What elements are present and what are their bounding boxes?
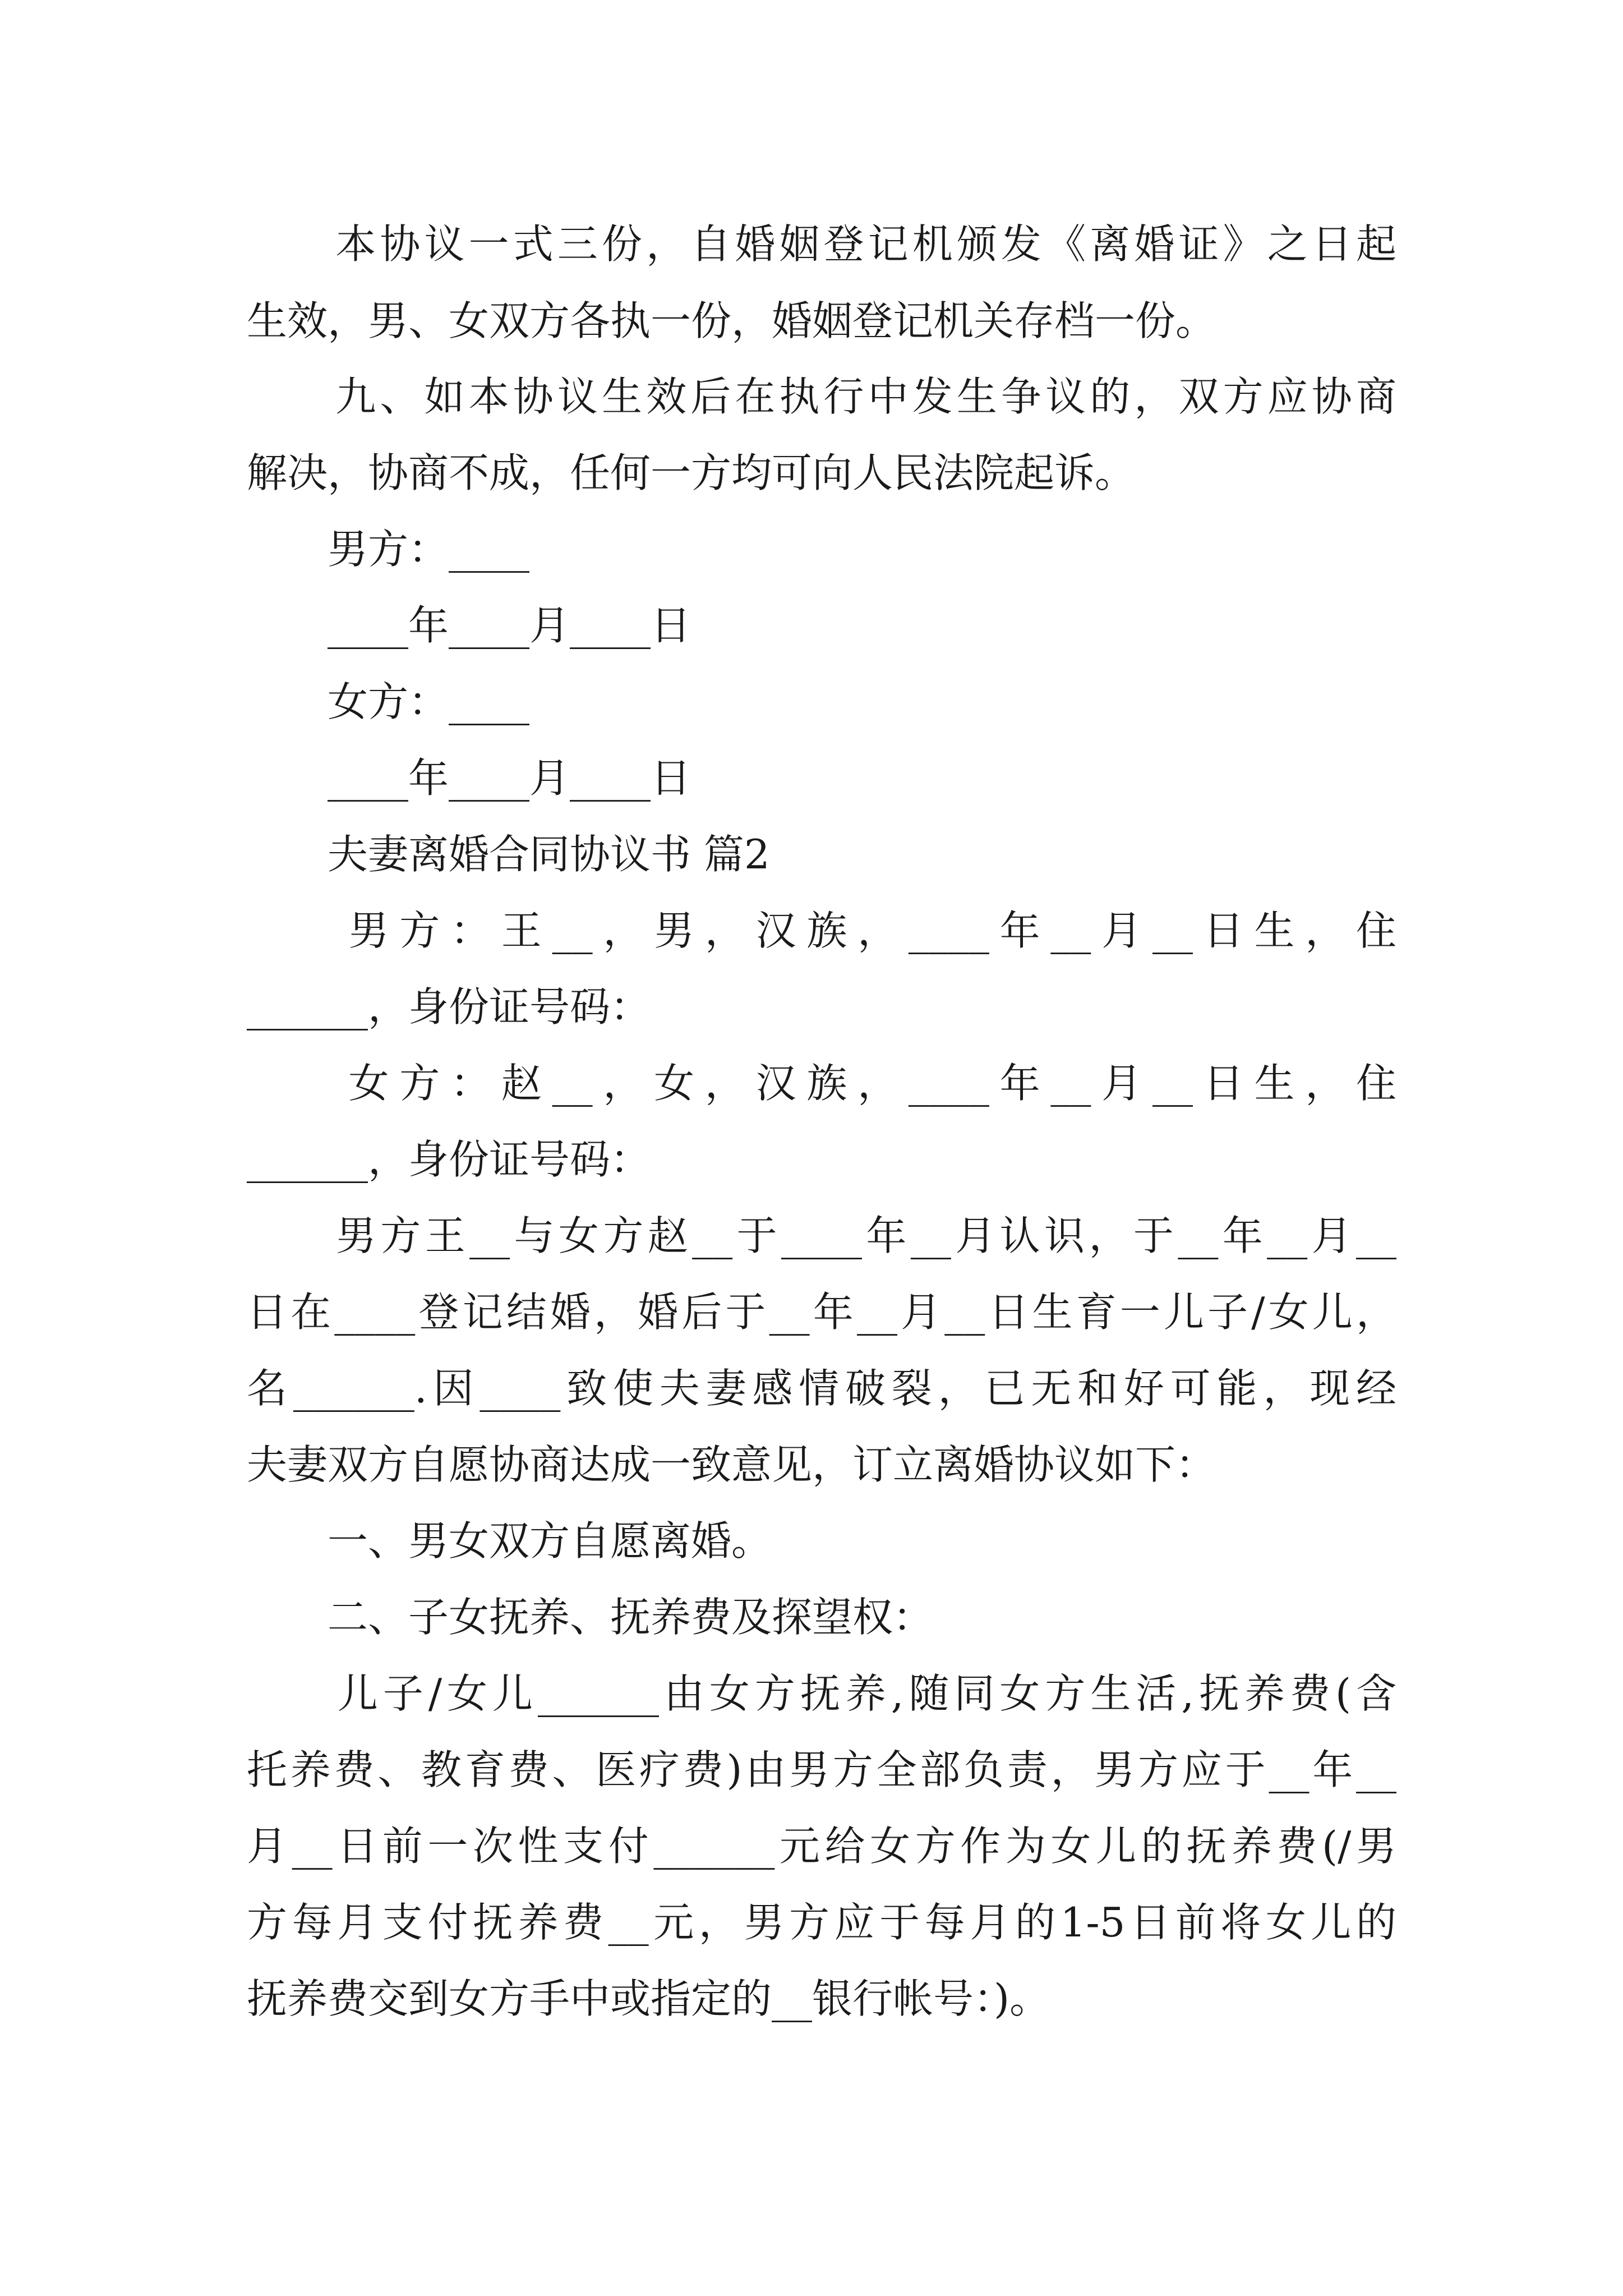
text-line: 男方：王__，男，汉族，____年__月__日生，住: [247, 907, 1396, 954]
text-line: 男方王__与女方赵__于____年__月认识，于__年__月__: [247, 1212, 1396, 1259]
text-line: 月__日前一次性支付______元给女方作为女儿的抚养费(/男: [247, 1823, 1396, 1870]
text-line: 方每月支付抚养费__元，男方应于每月的1-5日前将女儿的: [247, 1899, 1396, 1946]
text-line: 夫妻双方自愿协商达成一致意见，订立离婚协议如下：: [247, 1441, 1216, 1488]
text-line: 一、男女双方自愿离婚。: [247, 1517, 772, 1565]
text-line: 九、如本协议生效后在执行中发生争议的，双方应协商: [247, 373, 1396, 420]
text-line: ______，身份证号码：: [247, 983, 651, 1030]
text-line: 本协议一式三份，自婚姻登记机颁发《离婚证》之日起: [247, 220, 1396, 268]
signature-line-female: 女方：____: [247, 678, 530, 725]
text-line: 儿子/女儿______由女方抚养,随同女方生活,抚养费(含: [247, 1670, 1396, 1717]
text-line: 托养费、教育费、医疗费)由男方全部负责，男方应于__年__: [247, 1746, 1396, 1793]
text-line: 日在____登记结婚，婚后于__年__月__日生育一儿子/女儿，: [247, 1289, 1396, 1336]
text-line: 抚养费交到女方手中或指定的__银行帐号：)。: [247, 1975, 1050, 2022]
text-line: 生效，男、女双方各执一份，婚姻登记机关存档一份。: [247, 297, 1216, 344]
text-line: 名______.因____致使夫妻感情破裂，已无和好可能，现经: [247, 1365, 1396, 1412]
section-heading: 夫妻离婚合同协议书 篇2: [247, 831, 770, 878]
text-line: ______，身份证号码：: [247, 1136, 651, 1183]
signature-line-male: 男方：____: [247, 526, 530, 573]
text-line: 解决，协商不成，任何一方均可向人民法院起诉。: [247, 449, 1136, 496]
text-line: 女方：赵__，女，汉族，____年__月__日生，住: [247, 1060, 1396, 1107]
text-line: 二、子女抚养、抚养费及探望权：: [247, 1594, 934, 1641]
date-line-female: ____年____月____日: [247, 754, 691, 802]
date-line-male: ____年____月____日: [247, 602, 691, 649]
